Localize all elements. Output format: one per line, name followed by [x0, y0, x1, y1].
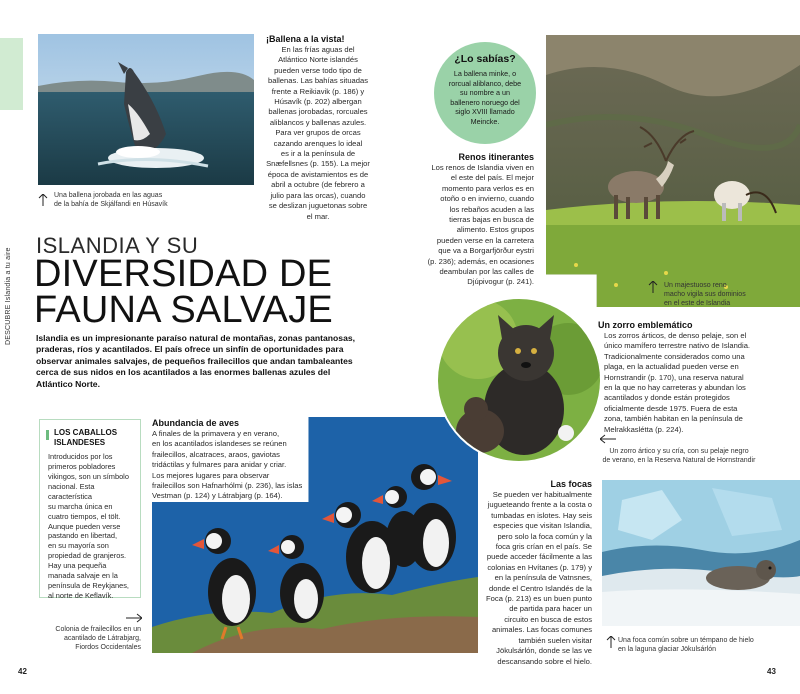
did-you-know-title: ¿Lo sabías? [454, 53, 516, 65]
reindeer-text: Los renos de Islandia viven en el este del país. El mejor momento para verlos es en otoño o en invierno, cuando los rebaños acuden a las tierras bajas en busca de alimento. Estos grupos pueden verse en la carretera que va a Borgarfjörður eystri (p. 236); además, en ocasiones deambulan por las calles de Djúpivogur (p. 241). [427, 163, 534, 287]
page-number-right: 43 [767, 667, 776, 676]
arrow-up-icon [38, 194, 48, 206]
whale-text: En las frías aguas del Atlántico Norte islandés pueden verse todo tipo de ballenas. Las bahías situadas frente a Reikiavik (p. 186) y Húsavík (p. 202) albergan ballenas jorobadas, rorcuales aliblancos y ballenas azules. Para ver grupos de orcas cazando arenques lo ideal es ir a la península de Snæfellsnes (p. 155). La mejor época de avistamientos es de abril a octubre (de febrero a julio para las orcas), cuando se deslizan juguetonas sobre el mar. [266, 45, 370, 221]
arrow-right-icon [126, 613, 142, 623]
horses-text: Introducidos por los primeros pobladores vikingos, son un símbolo nacional. Esta característica su marcha única en cuatro tiempos, el tölt. Aunque pueden verse pastando en libertad, en su mayoría son propiedad de granjeros. Hay una pequeña manada salvaje en la península de Reykjanes, al norte de Keflavík. [48, 452, 129, 600]
box-accent-bar [46, 430, 49, 440]
fox-heading: Un zorro emblemático [598, 320, 693, 330]
birds-text: A finales de la primavera y en verano, en los acantilados islandeses se reúnen frailecillos, alcatraces, araos, gaviotas tridáctilas y fulmares para anidar y criar. Los mejores lugares para observar frailecillos son Hafnarhólmi (p. 236), las islas Vestman (p. 124) y Látrabjarg (p. 164). [152, 429, 303, 501]
page-number-left: 42 [18, 667, 27, 676]
seals-heading: Las focas [550, 479, 592, 489]
whale-caption: Una ballena jorobada en las aguas de la bahía de Skjálfandi en Húsavík [54, 192, 168, 208]
seals-text: Se pueden ver habitualmente jugueteando frente a la costa o tumbadas en islotes. Hay seis especies que visitan Islandia, pero solo la foca común y la foca gris crían en el país. Se puede acceder fácilmente a las colonias en Hvítanes (p. 179) y en la península de Vatnsnes, donde el Centro Islandés de la Foca (p. 213) es un buen punto de partida para hacer un circuito en busca de estos animales. Las focas comunes también suelen visitar Jökulsárlón, donde se las ve descansando sobre el hielo. [486, 490, 592, 666]
reindeer-photo [546, 35, 800, 307]
section-label: DESCUBRE Islandia a tu aire [5, 247, 12, 345]
arrow-up-icon [606, 636, 616, 648]
reindeer-caption: Un majestuoso reno macho vigila sus dominios en el este de Islandia [664, 282, 746, 307]
page-title: DIVERSIDAD DE FAUNA SALVAJE [34, 253, 333, 331]
arrow-up-icon [648, 281, 658, 293]
whale-photo [38, 34, 254, 185]
seal-photo [602, 480, 800, 626]
seal-caption: Una foca común sobre un témpano de hielo en la laguna glaciar Jökulsárlón [618, 637, 754, 653]
whale-heading: ¡Ballena a la vista! [266, 34, 345, 44]
fox-photo [436, 297, 602, 463]
horses-title: LOS CABALLOS ISLANDESES [54, 428, 118, 447]
did-you-know-text: La ballena minke, o rorcual aliblanco, debe su nombre a un ballenero noruego del siglo XVIII llamado Meincke. [448, 69, 522, 126]
title-small: ISLANDIA Y SU [36, 233, 199, 258]
arrow-left-icon [600, 434, 616, 444]
fox-text: Los zorros árticos, de denso pelaje, son el único mamífero terrestre nativo de Islandia. Tradicionalmente considerados como una plaga, en la actualidad pueden verse en Hornstrandir (p. 170), una reserva natural en la que no hay carreteras y abundan los acantilados y donde están protegidos oficialmente desde 1975. Fuera de esta zona, también habitan en la península de Melrakkaslétta (p. 224). [604, 331, 751, 434]
birds-heading: Abundancia de aves [152, 418, 240, 428]
intro-text: Islandia es un impresionante paraíso natural de montañas, zonas pantanosas, praderas, ríos y acantilados. El país ofrece un sinfín de oportunidades para observar animales salvajes, de pequeños frailecillos que andan tambaleantes cerca de sus nidos en los acantilados a las enormes ballenas azules del Atlántico Norte. [36, 333, 356, 389]
puffin-caption: Colonia de frailecillos en un acantilado de Látrabjarg, Fiordos Occidentales [55, 626, 141, 651]
fox-caption: Un zorro ártico y su cría, con su pelaje negro de verano, en la Reserva Natural de Hornstrandir [602, 448, 756, 464]
horses-box [39, 419, 141, 598]
section-tab [0, 38, 23, 110]
reindeer-heading: Renos itinerantes [458, 152, 534, 162]
